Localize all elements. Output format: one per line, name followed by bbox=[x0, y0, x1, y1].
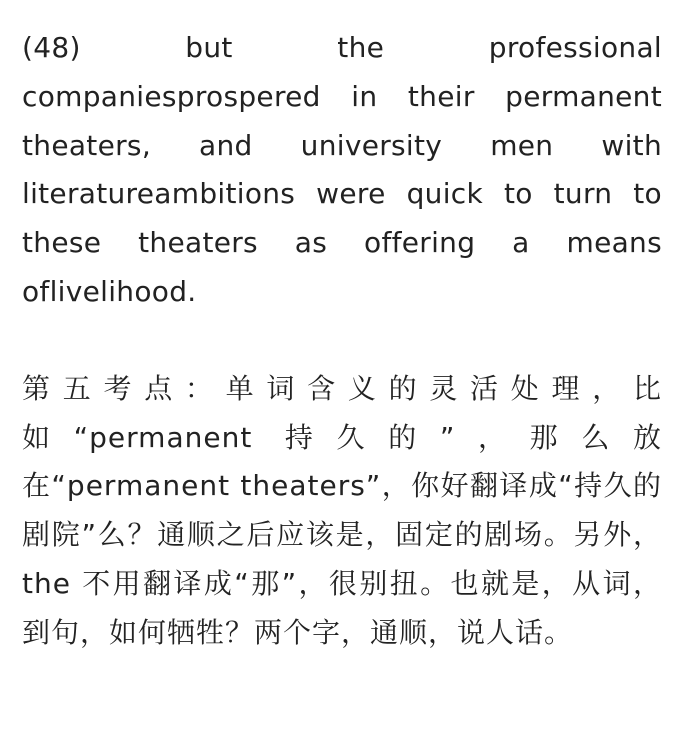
chinese-paragraph: 第五考点：单词含义的灵活处理，比如“permanent 持久的”，那么放在“permanent theaters”，你好翻译成“持久的剧院”么？通顺之后应该是，固定的剧场。另外，the 不用翻译成“那”，很别扭。也就是，从词，到句，如何牺牲？两个字，通顺，说人话。 bbox=[22, 371, 662, 649]
english-paragraph: (48) but the professional companiesprospered in their permanent theaters, and university men with literatureambitions were quick to turn to these theaters as offering a means oflivelihood. bbox=[22, 31, 662, 308]
